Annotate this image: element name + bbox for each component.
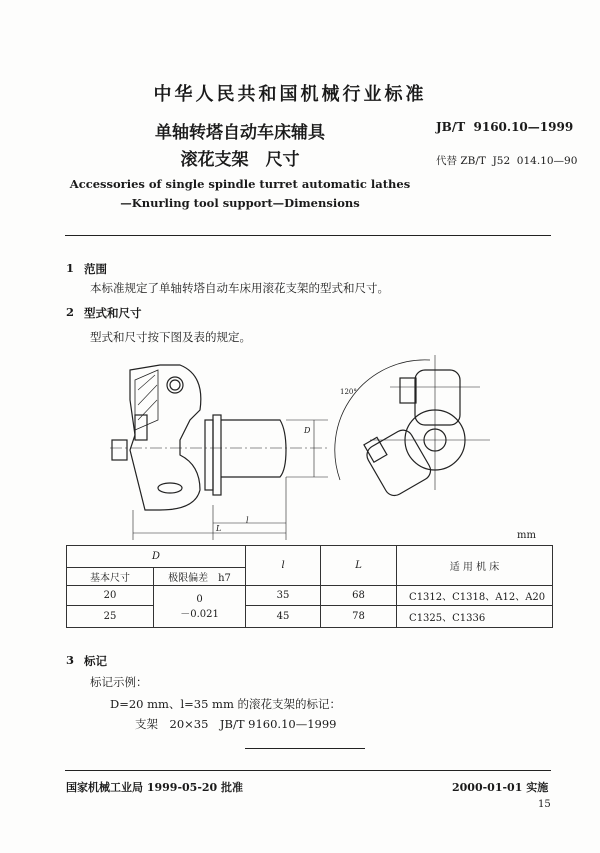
tol-lower: －0.021 (180, 608, 219, 620)
page-number: 15 (538, 799, 551, 810)
section-3-title: 标记 (84, 654, 107, 668)
dim-L-label: L (216, 524, 222, 533)
cell-l: 45 (246, 606, 321, 628)
cell-d: 20 (67, 586, 154, 606)
english-title-line2: —Knurling tool support—Dimensions (120, 196, 360, 210)
header-L: L (321, 546, 397, 586)
side-view (110, 365, 330, 540)
header-divider (65, 235, 551, 236)
cell-L: 78 (321, 606, 397, 628)
effective-date: 2000-01-01 实施 (452, 781, 549, 794)
table-row (67, 606, 553, 628)
example-description: D=20 mm、l=35 mm 的滚花支架的标记： (110, 697, 342, 711)
standard-number: JB/T 9160.10—1999 (436, 120, 574, 134)
tol-upper: 0 (196, 593, 203, 605)
header-l: l (246, 546, 321, 586)
cell-machines: C1312、C1318、A12、A20 (397, 586, 553, 606)
dim-l-label: l (246, 516, 249, 525)
example-marking: 支架 20×35 JB/T 9160.10—1999 (135, 717, 337, 731)
section-1-number: 1 (66, 261, 75, 275)
dimension-table (66, 545, 553, 628)
unit-label: mm (517, 530, 536, 541)
cell-L: 68 (321, 586, 397, 606)
end-rule (245, 748, 365, 749)
cell-d: 25 (67, 606, 154, 628)
doc-title-line1: 单轴转塔自动车床辅具 (155, 123, 325, 143)
english-title-line1: Accessories of single spindle turret automatic lathes (69, 177, 411, 191)
dim-D-label: D (304, 426, 311, 435)
section-2-number: 2 (66, 305, 75, 319)
section-1-title: 范围 (84, 262, 107, 276)
doc-title-line2: 滚花支架 尺寸 (180, 150, 300, 170)
header-tolerance: 极限偏差 h7 (154, 568, 246, 586)
replaces-note: 代替 ZB/T J52 014.10—90 (436, 155, 578, 167)
section-2-text: 型式和尺寸按下图及表的规定。 (90, 330, 251, 344)
cell-machines: C1325、C1336 (397, 606, 553, 628)
header-machines: 适 用 机 床 (397, 546, 553, 586)
header-basic-size: 基本尺寸 (67, 568, 154, 586)
example-label: 标记示例： (90, 675, 148, 689)
angle-label: 120° (340, 388, 357, 396)
approval-note: 国家机械工业局 1999-05-20 批准 (66, 781, 244, 794)
table-row (67, 586, 553, 606)
section-3-number: 3 (66, 653, 75, 667)
section-1-text: 本标准规定了单轴转塔自动车床用滚花支架的型式和尺寸。 (90, 281, 389, 295)
cell-l: 35 (246, 586, 321, 606)
org-title: 中华人民共和国机械行业标准 (153, 84, 427, 105)
section-2-title: 型式和尺寸 (84, 306, 142, 320)
cell-tolerance (154, 586, 246, 628)
technical-drawing (100, 340, 520, 540)
footer-divider (65, 770, 551, 771)
front-view (335, 355, 490, 499)
header-D: D (67, 546, 246, 568)
